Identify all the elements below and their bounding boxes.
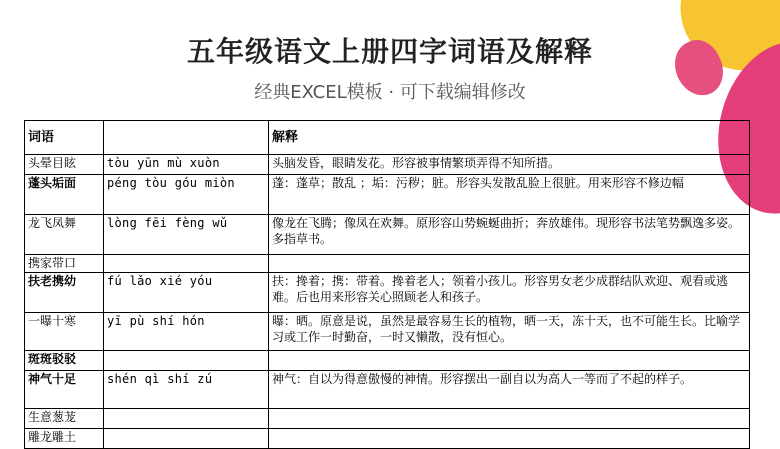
page-title: 五年级语文上册四字词语及解释 [186, 35, 593, 68]
word-cell[interactable]: 龙飞凤舞 [25, 215, 104, 255]
table-row [25, 255, 750, 273]
pinyin-cell[interactable] [104, 429, 269, 449]
word-cell[interactable]: 扶老携幼 [25, 273, 104, 313]
explanation-cell[interactable] [269, 429, 750, 449]
word-cell[interactable]: 头晕目眩 [25, 155, 104, 175]
pinyin-cell[interactable]: shén qì shí zú [104, 371, 269, 409]
table-row [25, 371, 750, 409]
pinyin-cell[interactable]: tòu yūn mù xuòn [104, 155, 269, 175]
pinyin-cell[interactable] [104, 255, 269, 273]
explanation-cell[interactable]: 神气：自以为得意傲慢的神情。形容摆出一副自以为高人一等而了不起的样子。 [269, 371, 750, 409]
word-cell[interactable]: 雕龙雕土 [25, 429, 104, 449]
explanation-cell[interactable]: 曝：晒。原意是说，虽然是最容易生长的植物，晒一天，冻十天，也不可能生长。比喻学习或工作一时勤奋，一时又懒散，没有恒心。 [269, 313, 750, 351]
pinyin-cell[interactable] [104, 409, 269, 429]
table-row [25, 155, 750, 175]
table-row [25, 215, 750, 255]
table-row [25, 351, 750, 371]
explanation-cell[interactable]: 像龙在飞腾；像凤在欢舞。原形容山势蜿蜒曲折；奔放雄伟。现形容书法笔势飘逸多姿。多指草书。 [269, 215, 750, 255]
table-row [25, 409, 750, 429]
pinyin-cell[interactable]: fú lǎo xié yóu [104, 273, 269, 313]
table-row [25, 313, 750, 351]
explanation-cell[interactable] [269, 409, 750, 429]
header-word[interactable]: 词语 [25, 121, 104, 155]
word-cell[interactable]: 携家带口 [25, 255, 104, 273]
explanation-cell[interactable] [269, 351, 750, 371]
word-cell[interactable]: 一曝十寒 [25, 313, 104, 351]
word-cell[interactable]: 神气十足 [25, 371, 104, 409]
word-cell[interactable]: 生意葱茏 [25, 409, 104, 429]
explanation-cell[interactable]: 扶：搀着；携：带着。搀着老人；领着小孩儿。形容男女老少成群结队欢迎、观看或逃难。后也用来形容关心照顾老人和孩子。 [269, 273, 750, 313]
explanation-cell[interactable]: 蓬：蓬草；散乱 ；垢：污秽；脏。形容头发散乱脸上很脏。用来形容不修边幅 [269, 175, 750, 215]
word-cell[interactable]: 斑斑驳驳 [25, 351, 104, 371]
table-row [25, 429, 750, 449]
table-row [25, 175, 750, 215]
vocabulary-table [24, 120, 750, 449]
word-cell[interactable]: 蓬头垢面 [25, 175, 104, 215]
pinyin-cell[interactable]: péng tòu góu miòn [104, 175, 269, 215]
table-header-row [25, 121, 750, 155]
pinyin-cell[interactable] [104, 351, 269, 371]
table-row [25, 273, 750, 313]
pinyin-cell[interactable]: yī pù shí hón [104, 313, 269, 351]
header-pinyin[interactable] [104, 121, 269, 155]
explanation-cell[interactable]: 头脑发昏，眼睛发花。形容被事情繁琐弄得不知所措。 [269, 155, 750, 175]
explanation-cell[interactable] [269, 255, 750, 273]
page-subtitle: 经典EXCEL模板 · 可下载编辑修改 [254, 82, 526, 103]
pinyin-cell[interactable]: lòng fēi fèng wǔ [104, 215, 269, 255]
header-explanation[interactable]: 解释 [269, 121, 750, 155]
